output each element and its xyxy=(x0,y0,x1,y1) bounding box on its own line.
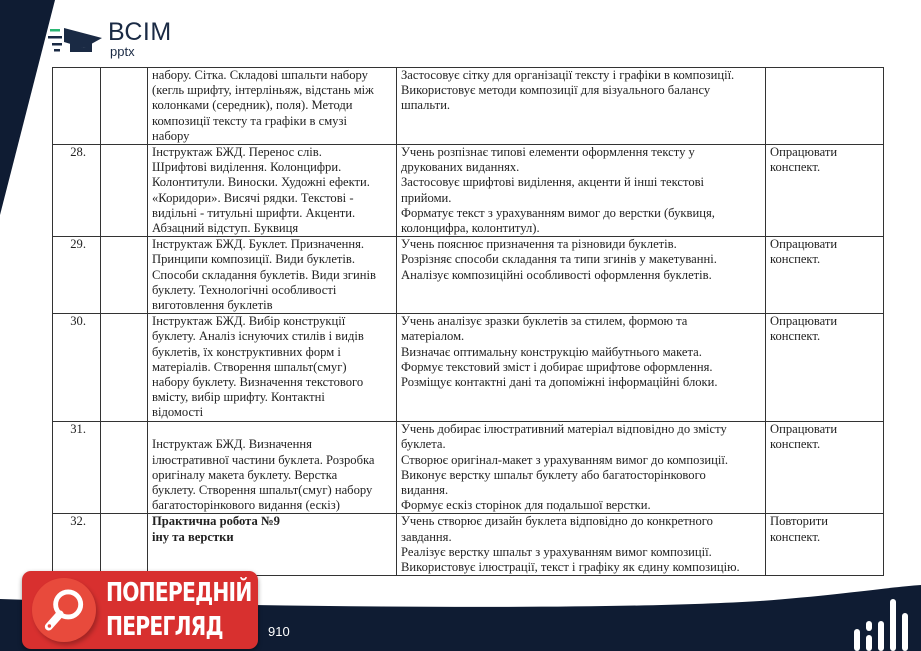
outcomes-line: Учень аналізує зразки буклетів за стилем, формою та xyxy=(401,314,688,329)
topic-line: Абзацний відступ. Буквиця xyxy=(152,221,299,236)
topic-line: буклетів, їх конструктивних форм і xyxy=(152,344,341,359)
outcomes-line: Реалізує верстку шпальт з урахуванням вимог композиції. xyxy=(401,544,712,559)
outcomes-line: Застосовує шрифтові виділення, акценти й інші текстові xyxy=(401,175,705,190)
outcomes-cell xyxy=(397,237,766,314)
lesson-number-cell xyxy=(53,422,101,514)
homework-cell xyxy=(766,145,884,237)
topic-line: Колонтитули. Виноски. Художні ефекти. xyxy=(152,175,370,190)
topic-line: Практична робота №9 xyxy=(152,514,280,529)
page-number: 910 xyxy=(268,624,290,639)
topic-line: оригіналу макета буклету. Верстка xyxy=(152,467,338,482)
outcomes-line: Розрізняє способи складання та типи згинів у макетуванні. xyxy=(401,252,717,267)
outcomes-line: прийоми. xyxy=(401,190,452,205)
homework-line: Опрацювати xyxy=(770,314,838,329)
outcomes-line: Учень добирає ілюстративний матеріал відповідно до змісту xyxy=(401,422,727,437)
lesson-number-cell xyxy=(53,314,101,422)
homework-line: Опрацювати xyxy=(770,237,838,252)
corner-decoration xyxy=(0,0,55,215)
topic-line: виготовлення буклетів xyxy=(152,298,273,313)
lesson-number: 31. xyxy=(70,422,86,437)
hours-cell xyxy=(101,145,148,237)
topic-line: (кегль шрифту, інтерліньяж, відстань між xyxy=(152,83,374,98)
table-row xyxy=(53,237,884,314)
topic-line: ілюстративної частини буклета. Розробка xyxy=(152,452,375,467)
homework-cell xyxy=(766,314,884,422)
outcomes-line: матеріалом. xyxy=(401,329,465,344)
topic-line: буклету. Технологічні особливості xyxy=(152,282,337,297)
outcomes-line: буклета. xyxy=(401,437,446,452)
homework-line: Опрацювати xyxy=(770,422,838,437)
topic-line: відомості xyxy=(152,405,204,420)
logo xyxy=(48,20,172,58)
bars-decoration-icon xyxy=(846,591,921,651)
homework-line: Повторити xyxy=(770,514,828,529)
outcomes-cell xyxy=(397,68,766,145)
topic-line: видільні - титульні шрифти. Акценти. xyxy=(152,205,356,220)
magnifier-circle xyxy=(32,578,96,642)
outcomes-line: Створює оригінал-макет з урахуванням вимог до композиції. xyxy=(401,452,729,467)
homework-cell xyxy=(766,514,884,576)
outcomes-line: друкованих виданнях. xyxy=(401,160,520,175)
topic-line: Інструктаж БЖД. Буклет. Призначення. xyxy=(152,237,365,252)
hours-cell xyxy=(101,514,148,576)
homework-line: конспект. xyxy=(770,437,821,452)
topic-line: Інструктаж БЖД. Вибір конструкції xyxy=(152,314,346,329)
outcomes-cell xyxy=(397,514,766,576)
topic-line: набору буклету. Визначення текстового xyxy=(152,375,364,390)
logo-graduation-cap-icon xyxy=(48,22,104,56)
topic-line: вмісту, вибір шрифту. Контактні xyxy=(152,390,325,405)
outcomes-line: Виконує верстку шпальт буклету або багатосторінкового xyxy=(401,467,706,482)
outcomes-line: видання. xyxy=(401,483,449,498)
outcomes-line: Застосовує сітку для організації тексту і графіки в композиції. xyxy=(401,68,735,82)
outcomes-line: Використовує ілюстрації, текст і графіку як єдину композицію. xyxy=(401,560,740,575)
lesson-number: 28. xyxy=(70,145,86,160)
table-row xyxy=(53,314,884,422)
topic-line: матеріалів. Створення шпальт(смуг) xyxy=(152,359,347,374)
topic-line: Інструктаж БЖД. Перенос слів. xyxy=(152,145,322,160)
table-row xyxy=(53,514,884,576)
outcomes-line: Учень пояснює призначення та різновиди буклетів. xyxy=(401,237,677,252)
lesson-number: 32. xyxy=(70,514,86,529)
hours-cell xyxy=(101,68,148,145)
logo-brand: ВСІМ xyxy=(108,18,172,46)
topic-line: композиції тексту та графіки в смузі xyxy=(152,113,347,128)
topic-line: колонками (середник), поля). Методи xyxy=(152,98,353,113)
topic-line: набору. Сітка. Складові шпальти набору xyxy=(152,68,368,82)
topic-cell xyxy=(148,68,397,145)
outcomes-line: Формує ескіз сторінок для подальшої верстки. xyxy=(401,498,651,513)
homework-line: конспект. xyxy=(770,329,821,344)
topic-line: набору xyxy=(152,128,190,143)
topic-line: багатосторінкового видання (ескіз) xyxy=(152,498,340,513)
homework-line: конспект. xyxy=(770,529,821,544)
curriculum-table xyxy=(52,67,884,576)
badge-line2: ПЕРЕГЛЯД xyxy=(106,612,223,642)
lesson-number-cell xyxy=(53,68,101,145)
topic-cell xyxy=(148,422,397,514)
outcomes-line: Використовує методи композиції для візуального балансу xyxy=(401,83,711,98)
outcomes-cell xyxy=(397,314,766,422)
badge-line1: ПОПЕРЕДНІЙ xyxy=(106,578,252,608)
outcomes-line: Учень розпізнає типові елементи оформлення тексту у xyxy=(401,145,695,160)
lesson-number: 30. xyxy=(70,314,86,329)
topic-line: буклету. Створення шпальт(смуг) набору xyxy=(152,483,373,498)
outcomes-line: Форматує текст з урахуванням вимог до верстки (буквиця, xyxy=(401,205,715,220)
lesson-number-cell xyxy=(53,514,101,576)
outcomes-line: колонцифра, колонтитул). xyxy=(401,221,540,236)
outcomes-cell xyxy=(397,422,766,514)
lesson-number: 29. xyxy=(70,237,86,252)
outcomes-line: завдання. xyxy=(401,529,452,544)
logo-sub: pptx xyxy=(110,44,135,59)
preview-badge[interactable] xyxy=(22,571,258,649)
hours-cell xyxy=(101,422,148,514)
topic-line: Принципи композиції. Види буклетів. xyxy=(152,252,356,267)
lesson-number-cell xyxy=(53,145,101,237)
topic-cell xyxy=(148,514,397,576)
homework-cell xyxy=(766,237,884,314)
topic-line: Способи складання буклетів. Види згинів xyxy=(152,267,376,282)
topic-line: буклету. Аналіз існуючих стилів і видів xyxy=(152,329,364,344)
hours-cell xyxy=(101,237,148,314)
topic-line xyxy=(152,422,392,437)
outcomes-line: Розміщує контактні дані та допоміжні інформаційні блоки. xyxy=(401,375,718,390)
outcomes-line: Визначає оптимальну конструкцію майбутнього макета. xyxy=(401,344,702,359)
homework-line: Опрацювати xyxy=(770,145,838,160)
topic-cell xyxy=(148,237,397,314)
hours-cell xyxy=(101,314,148,422)
outcomes-cell xyxy=(397,145,766,237)
topic-line: Шрифтові виділення. Колонцифри. xyxy=(152,160,342,175)
topic-cell xyxy=(148,314,397,422)
table-row xyxy=(53,68,884,145)
outcomes-line: Формує текстовий зміст і добирає шрифтове оформлення. xyxy=(401,359,713,374)
homework-line: конспект. xyxy=(770,252,821,267)
magnifier-icon xyxy=(32,578,96,642)
topic-cell xyxy=(148,145,397,237)
table-row xyxy=(53,145,884,237)
outcomes-line: Учень створює дизайн буклета відповідно до конкретного xyxy=(401,514,713,529)
topic-line: «Коридори». Висячі рядки. Текстові - xyxy=(152,190,354,205)
homework-cell xyxy=(766,68,884,145)
homework-line: конспект. xyxy=(770,160,821,175)
table-row xyxy=(53,422,884,514)
topic-line: іну та верстки xyxy=(152,529,234,544)
outcomes-line: шпальти. xyxy=(401,98,451,113)
lesson-number-cell xyxy=(53,237,101,314)
outcomes-line: Аналізує композиційні особливості оформлення буклетів. xyxy=(401,267,712,282)
homework-cell xyxy=(766,422,884,514)
topic-line: Інструктаж БЖД. Визначення xyxy=(152,437,312,452)
